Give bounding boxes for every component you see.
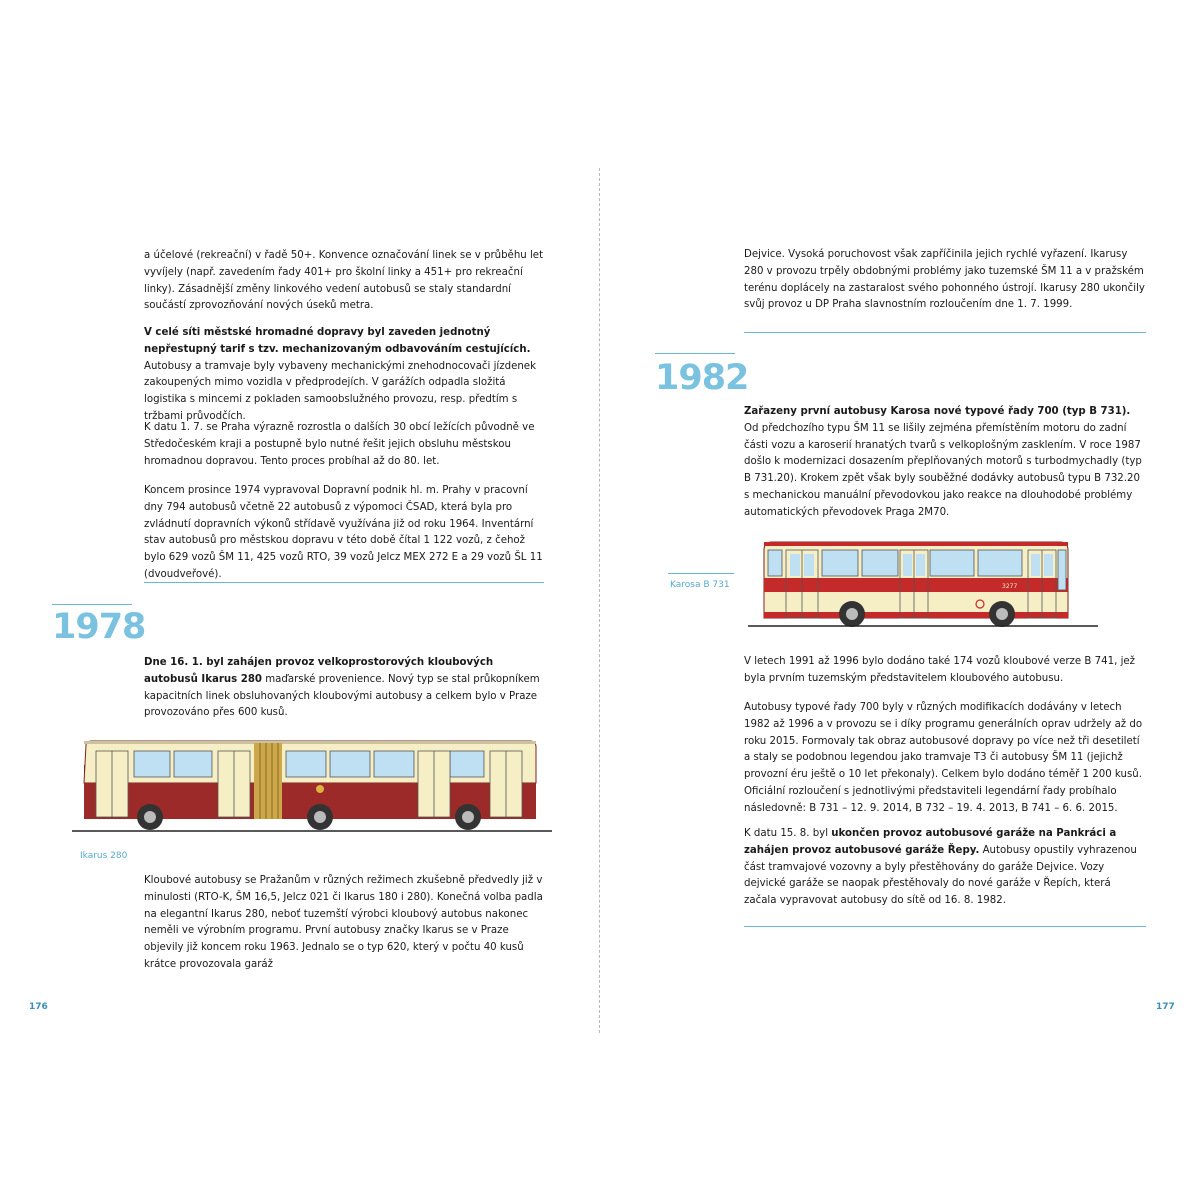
ikarus-280-illustration: [72, 735, 552, 835]
section-rule: [744, 926, 1146, 927]
year-rule: [655, 353, 735, 354]
figure-caption: Ikarus 280: [80, 851, 128, 861]
paragraph-bold: V celé síti městské hromadné dopravy byl zaveden jednotný nepřestupný tarif s tzv. mechanizovaným odbavováním cestujících.: [144, 327, 531, 355]
paragraph: Autobusy typové řady 700 byly v různých modifikacích dodávány v letech 1982 až 1996 a v provozu se i díky programu generálních oprav udržely až do roku 2015. Formovaly tak obraz autobusové dopravy po více než tři desetiletí a staly se podobnou legendou jako tramvaje T3 či autobusy ŠM 11 (jejichž provozní éru ještě o 10 let překonaly). Celkem bylo dodáno téměř 1 200 kusů. Oficiální rozloučení s jednotlivými představiteli legendární řady probíhalo následovně: B 731 – 12. 9. 2014, B 732 – 19. 4. 2013, B 741 – 6. 6. 2015.: [744, 702, 1143, 814]
paragraph: K datu 1. 7. se Praha výrazně rozrostla o dalších 30 obcí ležících původně ve Středočeském kraji a postupně bylo nutné řešit jejich obsluhu městskou hromadnou dopravou. Tento proces probíhal až do 80. let.: [144, 422, 535, 467]
bus-fleet-number: 3277: [1002, 583, 1018, 590]
paragraph: Dejvice. Vysoká poruchovost však zapříčinila jejich rychlé vyřazení. Ikarusy 280 v provozu trpěly obdobnými problémy jako tuzemské ŠM 11 a v pražském terénu doplácely na zastaralost svého pohonného ústrojí. Ikarusy 280 ukončily svůj provoz u DP Praha slavnostním rozloučením dne 1. 7. 1999.: [744, 249, 1145, 311]
right-page: [602, 0, 1200, 1200]
paragraph: Dne 16. 1. byl zahájen provoz velkoprostorových kloubových autobusů Ikarus 280 maďarské provenience. Nový typ se stal průkopníkem kapacitních linek obsluhovaných kloubovými autobusy a celkem bylo v Praze provozováno přes 600 kusů.: [144, 657, 540, 719]
section-rule: [144, 582, 544, 583]
section-rule: [744, 332, 1146, 333]
year-rule: [52, 604, 132, 605]
paragraph-bold: Dne 16. 1. byl zahájen provoz velkoprostorových kloubových autobusů Ikarus 280: [144, 657, 494, 685]
paragraph-bold: ukončen provoz autobusové garáže na Pankráci a zahájen provoz autobusové garáže Řepy.: [744, 828, 1117, 856]
paragraph: Zařazeny první autobusy Karosa nové typové řady 700 (typ B 731). Od předchozího typu ŠM 11 se lišily zejména přemístěním motoru do zadní části vozu a karoserií hranatých tvarů s velkoplošným zasklením. V roce 1987 došlo k modernizaci dosazením přeplňovaných motorů s turbodmychadly (typ B 731.20). Krokem zpět však byly souběžné dodávky autobusů typu B 732.20 s mechanickou manuální převodovkou jako reakce na dlouhodobé problémy automatických převodovek Praga 2M70.: [744, 406, 1142, 518]
year-heading: 1982: [655, 358, 749, 398]
book-spine-divider: [599, 168, 600, 1033]
karosa-b731-illustration: [748, 538, 1098, 630]
paragraph: Kloubové autobusy se Pražanům v různých režimech zkušebně předvedly již v minulosti (RTO-K, ŠM 16,5, Jelcz 021 či Ikarus 180 i 280). Konečná volba padla na elegantní Ikarus 280, neboť tuzemští výrobci kloubový autobus nakonec neměli ve výrobním programu. První autobusy značky Ikarus se v Praze objevily již koncem roku 1963. Jednalo se o typ 620, který v počtu 40 kusů krátce provozovala garáž: [144, 875, 543, 970]
page-number: 177: [1156, 1002, 1175, 1012]
paragraph: K datu 15. 8. byl ukončen provoz autobusové garáže na Pankráci a zahájen provoz autobusové garáže Řepy. Autobusy opustily vyhrazenou část tramvajové vozovny a byly přestěhovány do garáže Dejvice. Vozy dejvické garáže se naopak přestěhovaly do nové garáže v Řepích, která začala vypravovat autobusy do sítě od 16. 8. 1982.: [744, 828, 1137, 907]
paragraph: V celé síti městské hromadné dopravy byl zaveden jednotný nepřestupný tarif s tzv. mechanizovaným odbavováním cestujících. Autobusy a tramvaje byly vybaveny mechanickými znehodnocovači jízdenek zakoupených mimo vozidla v předprodejích. V garážích odpadla složitá logistika s mincemi z pokladen samoobslužného provozu, resp. předtím s tržbami průvodčích.: [144, 327, 536, 422]
paragraph: a účelové (rekreační) v řadě 50+. Konvence označování linek se v průběhu let vyvíjely (např. zavedením řady 401+ pro školní linky a 451+ pro rekreační linky). Zásadnější změny linkového vedení autobusů se staly standardní součástí zprovozňování nových úseků metra.: [144, 250, 544, 312]
paragraph: V letech 1991 až 1996 bylo dodáno také 174 vozů kloubové verze B 741, jež byla prvním tuzemským představitelem kloubového autobusu.: [744, 656, 1136, 684]
paragraph: Koncem prosince 1974 vypravoval Dopravní podnik hl. m. Prahy v pracovní dny 794 autobusů včetně 22 autobusů z výpomoci ČSAD, která byla pro zvládnutí dopravních výkonů střídavě využívána již od roku 1964. Inventární stav autobusů pro městskou dopravu v této době čítal 1 122 vozů, z čehož bylo 629 vozů ŠM 11, 425 vozů RTO, 39 vozů Jelcz MEX 272 E a 29 vozů ŠL 11 (dvoudveřové).: [144, 485, 543, 580]
left-page: [0, 0, 598, 1200]
year-heading: 1978: [52, 607, 146, 647]
paragraph-bold: Zařazeny první autobusy Karosa nové typové řady 700 (typ B 731).: [744, 406, 1131, 417]
page-number: 176: [29, 1002, 48, 1012]
caption-rule: [668, 573, 734, 574]
figure-caption: Karosa B 731: [670, 580, 730, 590]
